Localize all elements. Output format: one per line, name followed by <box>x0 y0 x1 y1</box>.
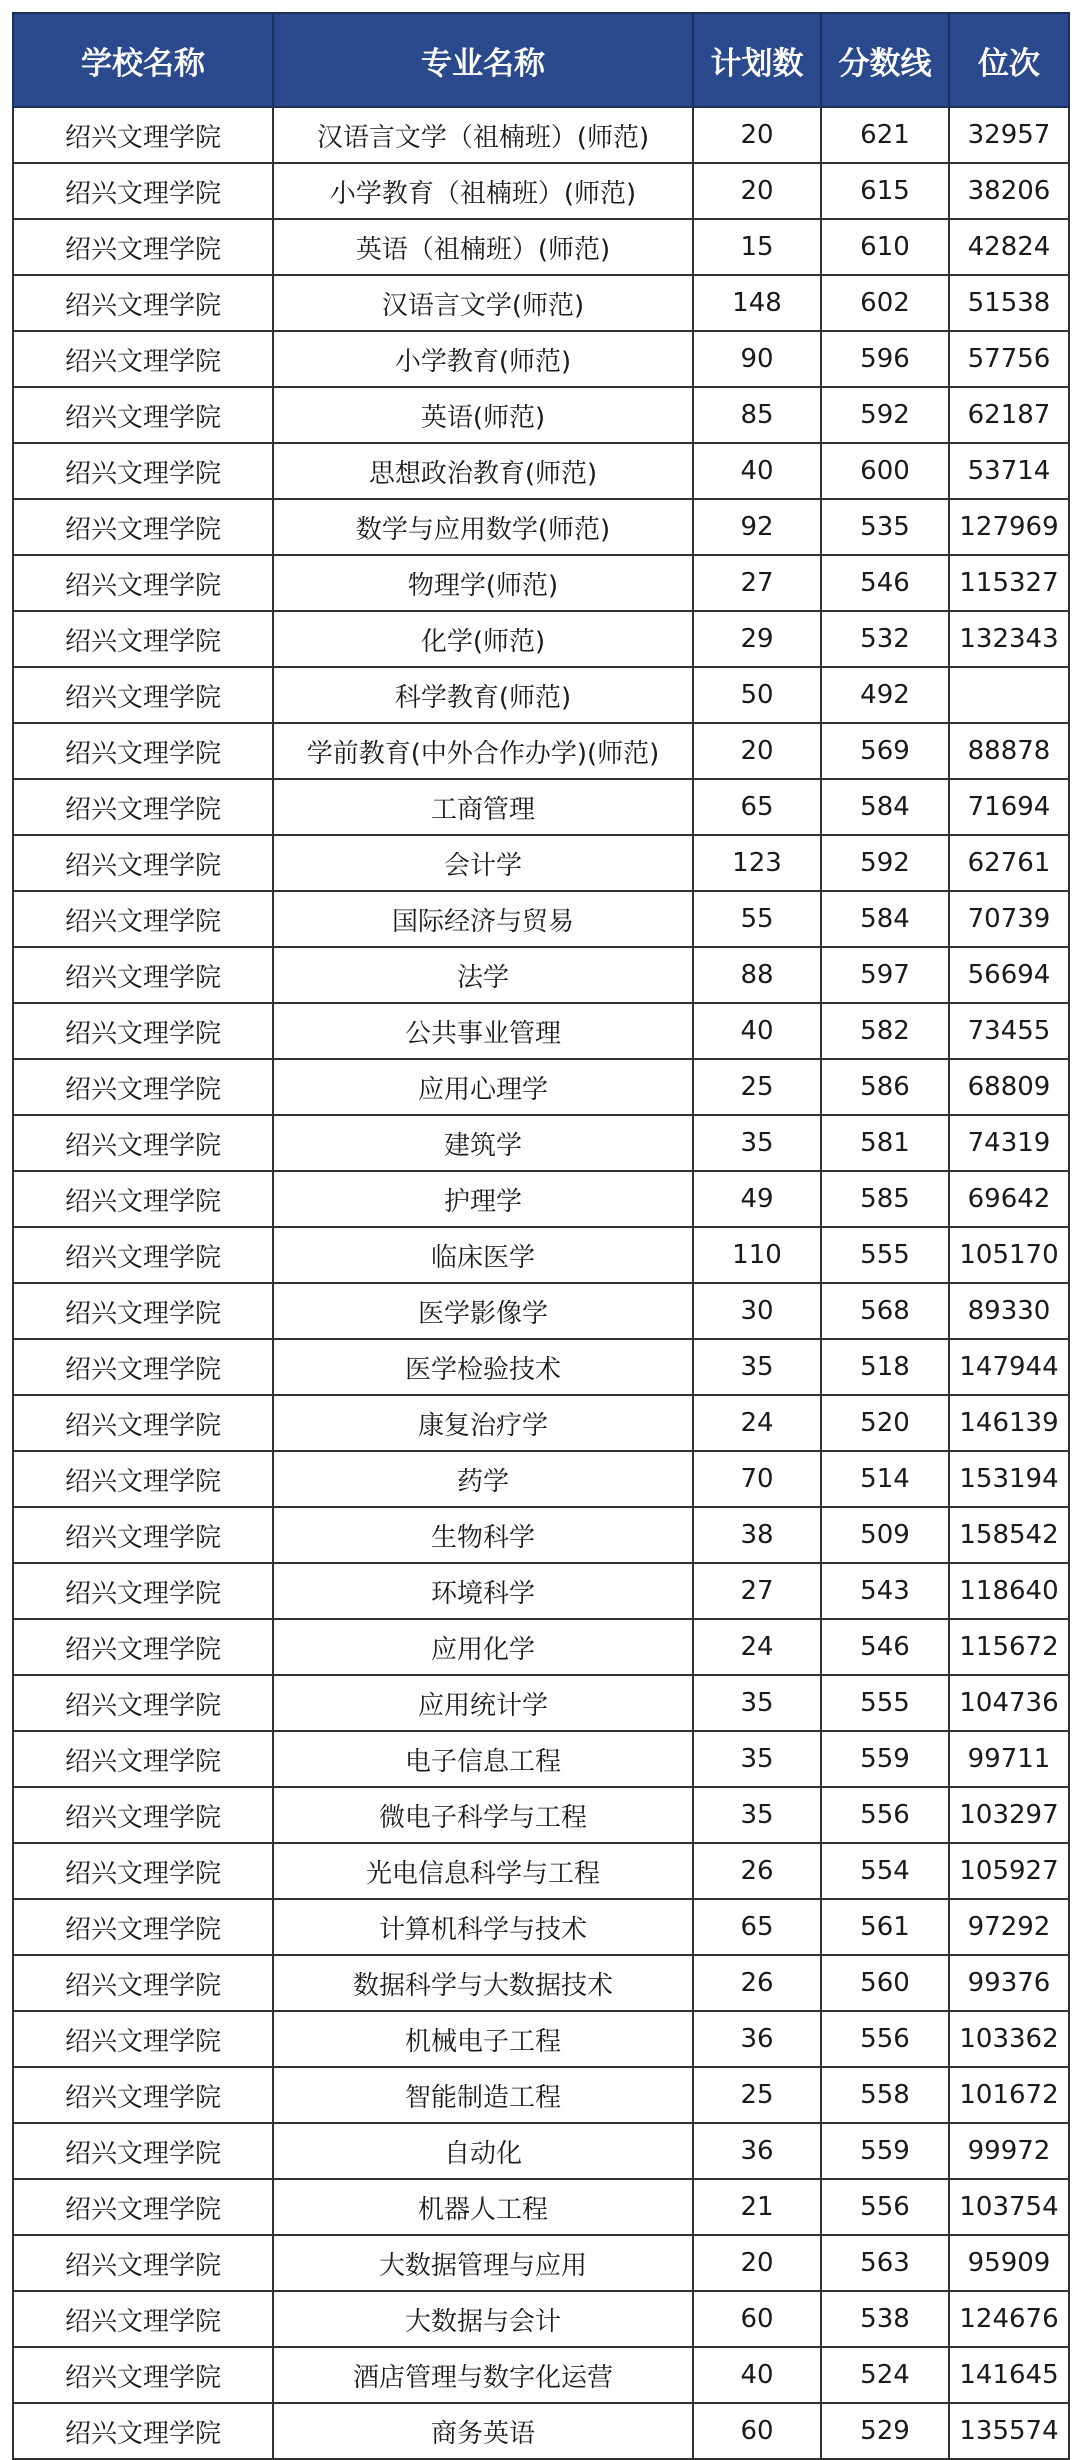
cell-school-name: 绍兴文理学院 <box>13 667 273 723</box>
cell-school-name: 绍兴文理学院 <box>13 891 273 947</box>
cell-score-line: 518 <box>821 1339 949 1395</box>
cell-major-name: 生物科学 <box>273 1507 693 1563</box>
cell-plan-count: 24 <box>693 1395 821 1451</box>
cell-rank: 97292 <box>949 1899 1069 1955</box>
cell-rank: 104736 <box>949 1675 1069 1731</box>
cell-major-name: 应用心理学 <box>273 1059 693 1115</box>
cell-plan-count: 110 <box>693 1227 821 1283</box>
cell-plan-count: 55 <box>693 891 821 947</box>
table-row <box>13 1059 1069 1115</box>
cell-major-name: 大数据与会计 <box>273 2291 693 2347</box>
cell-plan-count: 90 <box>693 331 821 387</box>
cell-major-name: 物理学(师范) <box>273 555 693 611</box>
cell-score-line: 514 <box>821 1451 949 1507</box>
cell-major-name: 建筑学 <box>273 1115 693 1171</box>
cell-plan-count: 26 <box>693 1955 821 2011</box>
cell-score-line: 524 <box>821 2347 949 2403</box>
table-row <box>13 1283 1069 1339</box>
cell-school-name: 绍兴文理学院 <box>13 2235 273 2291</box>
header-plan-count: 计划数 <box>693 13 821 107</box>
cell-rank: 132343 <box>949 611 1069 667</box>
header-major-name: 专业名称 <box>273 13 693 107</box>
table-row <box>13 2123 1069 2179</box>
table-row <box>13 1171 1069 1227</box>
cell-score-line: 610 <box>821 219 949 275</box>
cell-score-line: 615 <box>821 163 949 219</box>
table-body <box>13 107 1069 2459</box>
cell-score-line: 584 <box>821 779 949 835</box>
cell-rank: 103362 <box>949 2011 1069 2067</box>
cell-school-name: 绍兴文理学院 <box>13 835 273 891</box>
cell-major-name: 科学教育(师范) <box>273 667 693 723</box>
cell-major-name: 法学 <box>273 947 693 1003</box>
cell-major-name: 智能制造工程 <box>273 2067 693 2123</box>
table-row <box>13 667 1069 723</box>
cell-plan-count: 60 <box>693 2403 821 2459</box>
cell-school-name: 绍兴文理学院 <box>13 1675 273 1731</box>
cell-score-line: 621 <box>821 107 949 163</box>
table-row <box>13 1003 1069 1059</box>
cell-school-name: 绍兴文理学院 <box>13 1451 273 1507</box>
cell-plan-count: 21 <box>693 2179 821 2235</box>
cell-school-name: 绍兴文理学院 <box>13 107 273 163</box>
cell-major-name: 光电信息科学与工程 <box>273 1843 693 1899</box>
cell-score-line: 582 <box>821 1003 949 1059</box>
cell-school-name: 绍兴文理学院 <box>13 499 273 555</box>
cell-school-name: 绍兴文理学院 <box>13 1059 273 1115</box>
cell-rank: 101672 <box>949 2067 1069 2123</box>
cell-major-name: 国际经济与贸易 <box>273 891 693 947</box>
cell-major-name: 化学(师范) <box>273 611 693 667</box>
table-row <box>13 219 1069 275</box>
cell-school-name: 绍兴文理学院 <box>13 1731 273 1787</box>
cell-plan-count: 65 <box>693 1899 821 1955</box>
cell-score-line: 543 <box>821 1563 949 1619</box>
cell-score-line: 585 <box>821 1171 949 1227</box>
cell-major-name: 学前教育(中外合作办学)(师范) <box>273 723 693 779</box>
cell-school-name: 绍兴文理学院 <box>13 275 273 331</box>
cell-score-line: 559 <box>821 2123 949 2179</box>
cell-plan-count: 35 <box>693 1675 821 1731</box>
header-rank: 位次 <box>949 13 1069 107</box>
header-score-line: 分数线 <box>821 13 949 107</box>
cell-school-name: 绍兴文理学院 <box>13 611 273 667</box>
cell-plan-count: 26 <box>693 1843 821 1899</box>
cell-score-line: 596 <box>821 331 949 387</box>
cell-school-name: 绍兴文理学院 <box>13 2291 273 2347</box>
cell-school-name: 绍兴文理学院 <box>13 555 273 611</box>
table-row <box>13 1395 1069 1451</box>
cell-school-name: 绍兴文理学院 <box>13 331 273 387</box>
admission-score-table <box>12 12 1070 2460</box>
cell-rank: 99376 <box>949 1955 1069 2011</box>
cell-major-name: 医学影像学 <box>273 1283 693 1339</box>
header-school-name: 学校名称 <box>13 13 273 107</box>
cell-rank: 74319 <box>949 1115 1069 1171</box>
table-row <box>13 1787 1069 1843</box>
cell-plan-count: 70 <box>693 1451 821 1507</box>
cell-major-name: 工商管理 <box>273 779 693 835</box>
cell-rank: 32957 <box>949 107 1069 163</box>
table-row <box>13 723 1069 779</box>
cell-rank: 62187 <box>949 387 1069 443</box>
cell-rank: 68809 <box>949 1059 1069 1115</box>
cell-plan-count: 27 <box>693 1563 821 1619</box>
cell-school-name: 绍兴文理学院 <box>13 1339 273 1395</box>
cell-major-name: 计算机科学与技术 <box>273 1899 693 1955</box>
cell-rank: 99711 <box>949 1731 1069 1787</box>
cell-rank: 158542 <box>949 1507 1069 1563</box>
cell-score-line: 556 <box>821 1787 949 1843</box>
cell-score-line: 492 <box>821 667 949 723</box>
cell-rank: 115672 <box>949 1619 1069 1675</box>
cell-major-name: 小学教育（祖楠班）(师范) <box>273 163 693 219</box>
cell-rank: 103754 <box>949 2179 1069 2235</box>
table-row <box>13 1451 1069 1507</box>
cell-plan-count: 88 <box>693 947 821 1003</box>
cell-plan-count: 35 <box>693 1115 821 1171</box>
cell-school-name: 绍兴文理学院 <box>13 2123 273 2179</box>
cell-score-line: 538 <box>821 2291 949 2347</box>
cell-major-name: 机械电子工程 <box>273 2011 693 2067</box>
table-row <box>13 163 1069 219</box>
table-row <box>13 499 1069 555</box>
cell-school-name: 绍兴文理学院 <box>13 1115 273 1171</box>
cell-major-name: 酒店管理与数字化运营 <box>273 2347 693 2403</box>
table-row <box>13 1619 1069 1675</box>
table-row <box>13 611 1069 667</box>
cell-rank: 146139 <box>949 1395 1069 1451</box>
table-row <box>13 2347 1069 2403</box>
cell-rank: 53714 <box>949 443 1069 499</box>
table-row <box>13 1843 1069 1899</box>
cell-major-name: 医学检验技术 <box>273 1339 693 1395</box>
table-row <box>13 835 1069 891</box>
cell-school-name: 绍兴文理学院 <box>13 1395 273 1451</box>
cell-major-name: 数据科学与大数据技术 <box>273 1955 693 2011</box>
cell-plan-count: 85 <box>693 387 821 443</box>
cell-school-name: 绍兴文理学院 <box>13 1787 273 1843</box>
cell-rank: 147944 <box>949 1339 1069 1395</box>
cell-rank: 105927 <box>949 1843 1069 1899</box>
cell-rank: 62761 <box>949 835 1069 891</box>
cell-rank: 42824 <box>949 219 1069 275</box>
cell-school-name: 绍兴文理学院 <box>13 1899 273 1955</box>
cell-rank: 71694 <box>949 779 1069 835</box>
cell-major-name: 会计学 <box>273 835 693 891</box>
cell-major-name: 汉语言文学(师范) <box>273 275 693 331</box>
cell-plan-count: 65 <box>693 779 821 835</box>
cell-major-name: 微电子科学与工程 <box>273 1787 693 1843</box>
cell-plan-count: 40 <box>693 2347 821 2403</box>
table-row <box>13 1899 1069 1955</box>
cell-score-line: 561 <box>821 1899 949 1955</box>
cell-score-line: 535 <box>821 499 949 555</box>
cell-major-name: 康复治疗学 <box>273 1395 693 1451</box>
cell-plan-count: 123 <box>693 835 821 891</box>
cell-major-name: 思想政治教育(师范) <box>273 443 693 499</box>
cell-plan-count: 24 <box>693 1619 821 1675</box>
cell-score-line: 586 <box>821 1059 949 1115</box>
cell-rank: 153194 <box>949 1451 1069 1507</box>
table-row <box>13 891 1069 947</box>
cell-rank: 127969 <box>949 499 1069 555</box>
cell-rank: 69642 <box>949 1171 1069 1227</box>
cell-major-name: 英语（祖楠班）(师范) <box>273 219 693 275</box>
table-row <box>13 387 1069 443</box>
cell-score-line: 563 <box>821 2235 949 2291</box>
cell-plan-count: 148 <box>693 275 821 331</box>
cell-plan-count: 40 <box>693 1003 821 1059</box>
cell-school-name: 绍兴文理学院 <box>13 1563 273 1619</box>
cell-plan-count: 29 <box>693 611 821 667</box>
cell-plan-count: 20 <box>693 723 821 779</box>
cell-rank: 57756 <box>949 331 1069 387</box>
table-row <box>13 1731 1069 1787</box>
cell-major-name: 小学教育(师范) <box>273 331 693 387</box>
cell-school-name: 绍兴文理学院 <box>13 1003 273 1059</box>
cell-major-name: 英语(师范) <box>273 387 693 443</box>
table-row <box>13 1675 1069 1731</box>
cell-rank: 70739 <box>949 891 1069 947</box>
cell-score-line: 556 <box>821 2011 949 2067</box>
cell-plan-count: 36 <box>693 2011 821 2067</box>
cell-major-name: 护理学 <box>273 1171 693 1227</box>
cell-plan-count: 92 <box>693 499 821 555</box>
admission-score-table-page <box>12 12 1068 2460</box>
cell-school-name: 绍兴文理学院 <box>13 1619 273 1675</box>
cell-major-name: 药学 <box>273 1451 693 1507</box>
cell-score-line: 558 <box>821 2067 949 2123</box>
cell-rank: 89330 <box>949 1283 1069 1339</box>
cell-rank: 141645 <box>949 2347 1069 2403</box>
cell-school-name: 绍兴文理学院 <box>13 163 273 219</box>
cell-rank <box>949 667 1069 723</box>
cell-score-line: 554 <box>821 1843 949 1899</box>
cell-plan-count: 20 <box>693 163 821 219</box>
table-row <box>13 555 1069 611</box>
cell-rank: 51538 <box>949 275 1069 331</box>
table-row <box>13 779 1069 835</box>
cell-rank: 118640 <box>949 1563 1069 1619</box>
cell-plan-count: 40 <box>693 443 821 499</box>
table-row <box>13 2067 1069 2123</box>
table-row <box>13 947 1069 1003</box>
cell-plan-count: 27 <box>693 555 821 611</box>
cell-score-line: 560 <box>821 1955 949 2011</box>
cell-major-name: 应用统计学 <box>273 1675 693 1731</box>
cell-score-line: 584 <box>821 891 949 947</box>
cell-score-line: 555 <box>821 1675 949 1731</box>
cell-school-name: 绍兴文理学院 <box>13 2347 273 2403</box>
cell-plan-count: 25 <box>693 1059 821 1115</box>
cell-plan-count: 38 <box>693 1507 821 1563</box>
cell-score-line: 597 <box>821 947 949 1003</box>
cell-rank: 115327 <box>949 555 1069 611</box>
table-row <box>13 2179 1069 2235</box>
cell-school-name: 绍兴文理学院 <box>13 443 273 499</box>
cell-plan-count: 35 <box>693 1731 821 1787</box>
table-row <box>13 1955 1069 2011</box>
table-row <box>13 1339 1069 1395</box>
cell-plan-count: 36 <box>693 2123 821 2179</box>
cell-major-name: 公共事业管理 <box>273 1003 693 1059</box>
table-row <box>13 2235 1069 2291</box>
cell-rank: 95909 <box>949 2235 1069 2291</box>
cell-score-line: 555 <box>821 1227 949 1283</box>
cell-school-name: 绍兴文理学院 <box>13 219 273 275</box>
cell-score-line: 529 <box>821 2403 949 2459</box>
cell-major-name: 应用化学 <box>273 1619 693 1675</box>
cell-major-name: 自动化 <box>273 2123 693 2179</box>
table-row <box>13 1115 1069 1171</box>
cell-plan-count: 25 <box>693 2067 821 2123</box>
cell-score-line: 568 <box>821 1283 949 1339</box>
cell-school-name: 绍兴文理学院 <box>13 1843 273 1899</box>
cell-rank: 38206 <box>949 163 1069 219</box>
cell-rank: 124676 <box>949 2291 1069 2347</box>
cell-score-line: 581 <box>821 1115 949 1171</box>
cell-score-line: 532 <box>821 611 949 667</box>
table-row <box>13 443 1069 499</box>
table-row <box>13 107 1069 163</box>
table-row <box>13 2011 1069 2067</box>
cell-major-name: 机器人工程 <box>273 2179 693 2235</box>
cell-major-name: 商务英语 <box>273 2403 693 2459</box>
cell-rank: 73455 <box>949 1003 1069 1059</box>
cell-score-line: 546 <box>821 555 949 611</box>
cell-major-name: 临床医学 <box>273 1227 693 1283</box>
cell-plan-count: 49 <box>693 1171 821 1227</box>
table-header-row <box>13 13 1069 107</box>
cell-plan-count: 30 <box>693 1283 821 1339</box>
table-row <box>13 1227 1069 1283</box>
cell-school-name: 绍兴文理学院 <box>13 723 273 779</box>
cell-score-line: 556 <box>821 2179 949 2235</box>
cell-major-name: 电子信息工程 <box>273 1731 693 1787</box>
cell-plan-count: 35 <box>693 1339 821 1395</box>
cell-plan-count: 50 <box>693 667 821 723</box>
cell-major-name: 汉语言文学（祖楠班）(师范) <box>273 107 693 163</box>
cell-score-line: 520 <box>821 1395 949 1451</box>
cell-school-name: 绍兴文理学院 <box>13 1507 273 1563</box>
cell-plan-count: 20 <box>693 107 821 163</box>
cell-school-name: 绍兴文理学院 <box>13 2011 273 2067</box>
cell-plan-count: 15 <box>693 219 821 275</box>
table-row <box>13 275 1069 331</box>
cell-school-name: 绍兴文理学院 <box>13 2403 273 2459</box>
cell-school-name: 绍兴文理学院 <box>13 947 273 1003</box>
cell-plan-count: 20 <box>693 2235 821 2291</box>
cell-rank: 88878 <box>949 723 1069 779</box>
cell-major-name: 数学与应用数学(师范) <box>273 499 693 555</box>
table-row <box>13 331 1069 387</box>
cell-rank: 56694 <box>949 947 1069 1003</box>
cell-score-line: 602 <box>821 275 949 331</box>
cell-score-line: 509 <box>821 1507 949 1563</box>
table-row <box>13 1507 1069 1563</box>
cell-school-name: 绍兴文理学院 <box>13 2067 273 2123</box>
cell-school-name: 绍兴文理学院 <box>13 1955 273 2011</box>
cell-plan-count: 35 <box>693 1787 821 1843</box>
cell-school-name: 绍兴文理学院 <box>13 779 273 835</box>
cell-school-name: 绍兴文理学院 <box>13 387 273 443</box>
cell-score-line: 592 <box>821 387 949 443</box>
cell-score-line: 546 <box>821 1619 949 1675</box>
table-row <box>13 2291 1069 2347</box>
cell-school-name: 绍兴文理学院 <box>13 1171 273 1227</box>
cell-rank: 99972 <box>949 2123 1069 2179</box>
cell-school-name: 绍兴文理学院 <box>13 2179 273 2235</box>
cell-rank: 135574 <box>949 2403 1069 2459</box>
cell-score-line: 592 <box>821 835 949 891</box>
cell-school-name: 绍兴文理学院 <box>13 1283 273 1339</box>
cell-rank: 103297 <box>949 1787 1069 1843</box>
cell-plan-count: 60 <box>693 2291 821 2347</box>
cell-rank: 105170 <box>949 1227 1069 1283</box>
table-row <box>13 1563 1069 1619</box>
cell-major-name: 环境科学 <box>273 1563 693 1619</box>
cell-score-line: 600 <box>821 443 949 499</box>
cell-score-line: 559 <box>821 1731 949 1787</box>
cell-school-name: 绍兴文理学院 <box>13 1227 273 1283</box>
cell-major-name: 大数据管理与应用 <box>273 2235 693 2291</box>
cell-score-line: 569 <box>821 723 949 779</box>
